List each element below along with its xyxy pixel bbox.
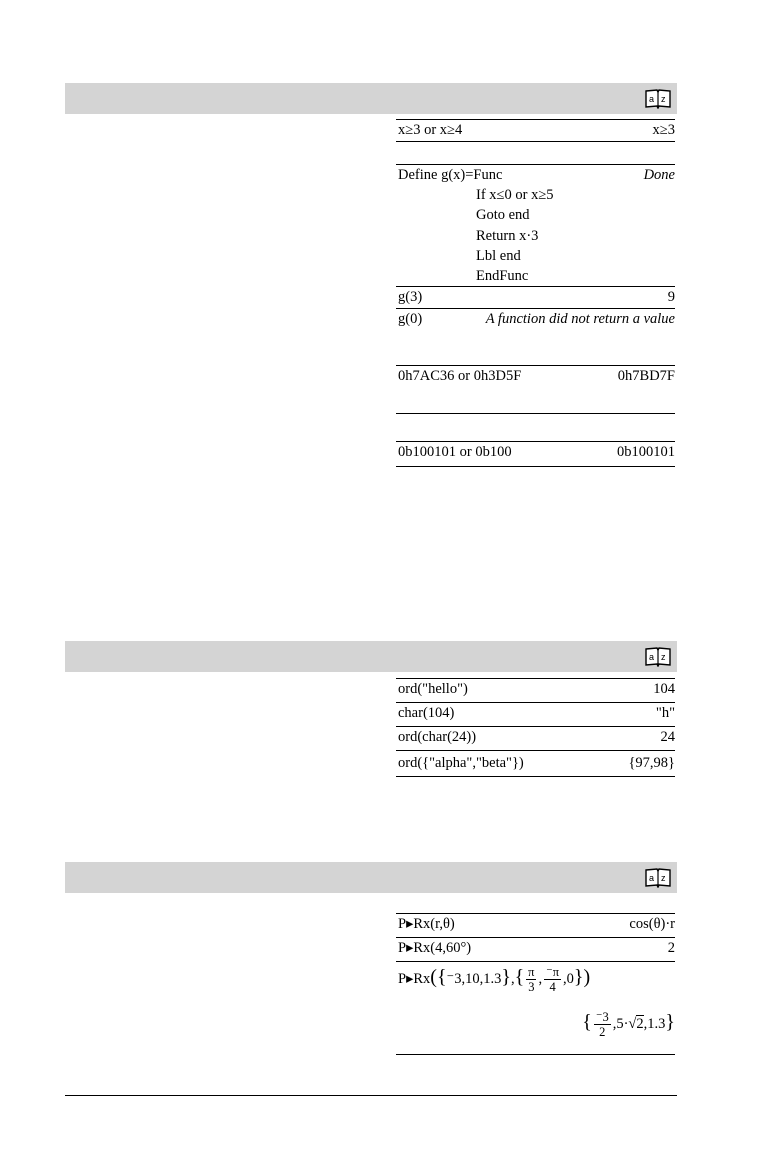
example-input: ord(char(24)) <box>398 729 477 745</box>
svg-text:a: a <box>649 652 655 662</box>
example-or-logical <box>396 119 675 142</box>
catalog-book-icon <box>645 646 671 667</box>
example-input: g(0) <box>398 311 423 328</box>
example-p-to-rx <box>396 913 675 1055</box>
example-input: x≥3 or x≥4 <box>398 122 463 138</box>
example-result: x≥3 <box>652 122 675 138</box>
code-line: EndFunc <box>476 268 529 285</box>
svg-text:z: z <box>661 652 666 662</box>
example-result: 0b100101 <box>617 444 675 460</box>
example-row <box>396 702 675 726</box>
svg-text:z: z <box>661 873 666 883</box>
fraction: $\frac{\pi}{3}$ <box>528 965 535 994</box>
footer-rule <box>65 1095 677 1096</box>
example-result: Done <box>643 167 675 183</box>
catalog-book-icon <box>645 867 671 888</box>
example-result: 2 <box>667 940 675 956</box>
example-row <box>396 441 675 463</box>
example-row <box>396 365 675 387</box>
example-input: Define g(x)=Func <box>398 167 503 183</box>
section-header-bar <box>65 83 677 114</box>
fraction: $\frac{^-3}{2}$ <box>595 1010 609 1039</box>
example-input: g(3) <box>398 289 423 306</box>
example-result: "h" <box>655 705 675 721</box>
example-row <box>396 937 675 961</box>
example-input: ord("hello") <box>398 681 468 697</box>
example-input: P▸Rx(4,60°) <box>398 940 472 956</box>
section-header-bar <box>65 862 677 893</box>
example-row <box>396 308 675 330</box>
example-row <box>396 678 675 702</box>
example-row <box>396 164 675 286</box>
example-result: 104 <box>653 681 675 697</box>
code-line: Goto end <box>476 207 530 224</box>
example-hex-or <box>396 365 675 388</box>
fraction: $\frac{^-\pi}{4}$ <box>546 965 560 994</box>
svg-text:z: z <box>661 94 666 104</box>
catalog-book-icon <box>645 88 671 109</box>
example-result: 0h7BD7F <box>617 368 675 384</box>
example-result: 24 <box>660 729 675 745</box>
svg-text:a: a <box>649 94 655 104</box>
example-input: 0b100101 or 0b100 <box>398 444 512 460</box>
code-line: Return x·3 <box>476 227 539 244</box>
example-row <box>396 286 675 308</box>
sqrt-symbol: √ <box>628 1015 637 1032</box>
example-row <box>396 726 675 750</box>
code-line: If x≤0 or x≥5 <box>476 187 554 204</box>
example-input: P▸Rx(r,θ) <box>398 916 455 932</box>
section-header-bar <box>65 641 677 672</box>
example-result: cos(θ)·r <box>629 916 675 932</box>
example-bin-or <box>396 441 675 464</box>
example-input: 0h7AC36 or 0h3D5F <box>398 368 522 384</box>
example-row <box>396 750 675 776</box>
example-input: ord({"alpha","beta"}) <box>398 755 524 771</box>
example-row <box>396 913 675 937</box>
example-result: 9 <box>667 289 675 306</box>
example-result: A function did not return a value <box>485 311 675 328</box>
example-row <box>396 119 675 141</box>
example-input: P▸Rx({⁻3,10,1.3},{ $\frac{\pi}{3}$ , $\frac{^-\pi}{4}$ ,0}) <box>398 965 591 994</box>
example-result: { $\frac{^-3}{2}$ ,5·√2,1.3} <box>582 1010 675 1039</box>
example-ord-char <box>396 678 675 777</box>
svg-text:a: a <box>649 873 655 883</box>
example-input: char(104) <box>398 705 455 721</box>
example-row <box>396 961 675 1054</box>
code-line: Lbl end <box>476 247 521 264</box>
example-result: {97,98} <box>628 755 675 771</box>
example-define-function <box>396 164 675 330</box>
